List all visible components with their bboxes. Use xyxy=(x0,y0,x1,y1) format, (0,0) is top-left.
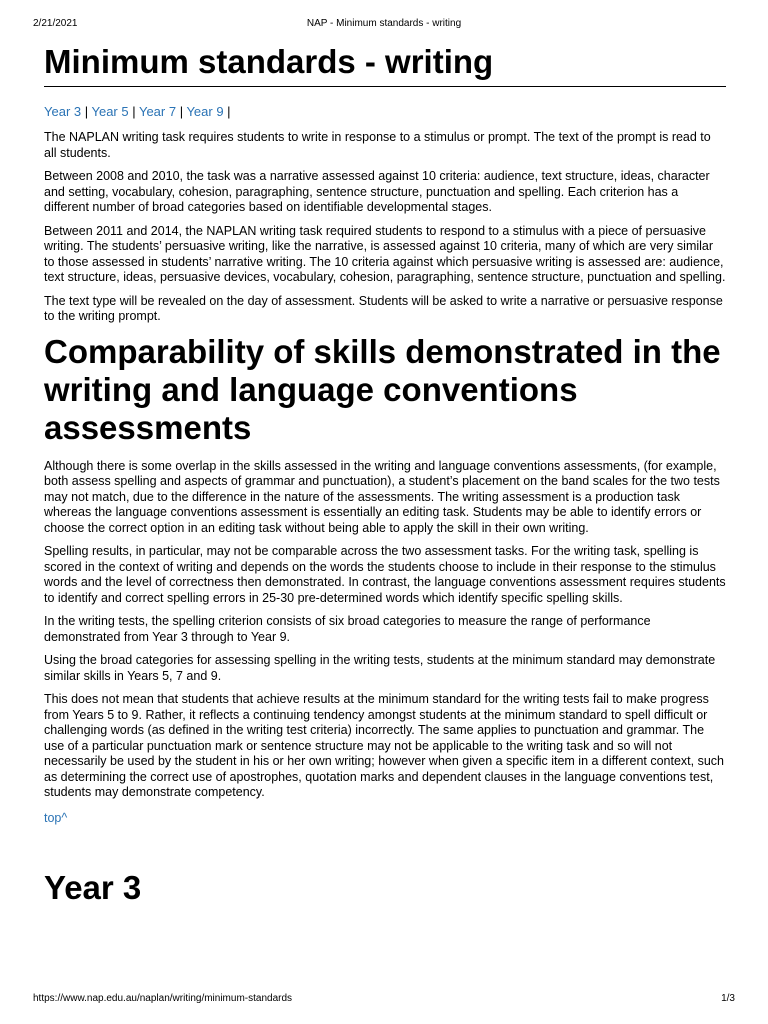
print-footer xyxy=(33,992,735,1006)
year-3-heading: Year 3 xyxy=(44,868,142,906)
comparability-section xyxy=(44,459,726,801)
intro-paragraph: The NAPLAN writing task requires students to write in response to a stimulus or prompt. The text of the prompt is read to all students. xyxy=(44,130,711,160)
section-title: Comparability of skills demonstrated in the writing and language conventions assessments xyxy=(44,332,721,446)
back-to-top-link[interactable]: top^ xyxy=(44,810,68,825)
nav-separator: | xyxy=(176,104,187,119)
intro-section xyxy=(44,130,726,325)
main-content xyxy=(44,40,726,907)
page-number: 1/3 xyxy=(721,993,735,1004)
print-title: NAP - Minimum standards - writing xyxy=(306,18,462,29)
year-9-link[interactable]: Year 9 xyxy=(186,104,224,119)
section-paragraph: Spelling results, in particular, may not be comparable across the two assessment tasks. For the writing task, spelling is scored in the context of writing and depends on the words the students choose to include in their response to the stimulus words and the level of correctness then demonstrated. In contrast, the language conventions assessment requires students to identify and correct spelling errors in 25-30 pre-determined words which identify specific spelling skills. xyxy=(44,544,726,605)
section-paragraph: This does not mean that students that achieve results at the minimum standard for the writing tests fail to make progress from Years 5 to 9. Rather, it reflects a continuing tendency amongst students at the minimum standard to spell difficult or challenging words (as defined in the writing test criteria) incorrectly. The same applies to punctuation and grammar. The use of a particular punctuation mark or sentence structure may not be applicable to the writing task and so will not necessarily be used by the student in his or her own writing; however when given a specific item in a different context, such as determining the correct use of apostrophes, quotation marks and dependent clauses in the language conventions test, students may demonstrate competency. xyxy=(44,692,724,799)
year-3-link[interactable]: Year 3 xyxy=(44,104,82,119)
intro-paragraph: The text type will be revealed on the day of assessment. Students will be asked to write a narrative or persuasive response to the writing prompt. xyxy=(44,293,723,323)
section-paragraph: Although there is some overlap in the skills assessed in the writing and language conventions assessments, (for example, both assess spelling and aspects of grammar and punctuation), a student’s placement on the band scales for the two tests may not match, due to the difference in the nature of the assessments. The writing assessment is a production task whereas the language conventions assessment is essentially an editing task. Students may be able to identify errors or choose the correct option in an editing task without being able to apply the skill in their own writing. xyxy=(44,458,720,535)
year-7-link[interactable]: Year 7 xyxy=(138,104,177,119)
nav-separator: | xyxy=(128,104,139,119)
section-paragraph: In the writing tests, the spelling criterion consists of six broad categories to measure the range of performance demonstrated from Year 3 through to Year 9. xyxy=(44,614,651,644)
nav-separator: | xyxy=(81,104,92,119)
intro-paragraph: Between 2008 and 2010, the task was a narrative assessed against 10 criteria: audience, text structure, ideas, character and setting, vocabulary, cohesion, paragraphing, sentence structure, punctuation and spelling. Each criterion has a different number of broad categories based on identifiable developmental stages. xyxy=(44,169,710,214)
year-5-link[interactable]: Year 5 xyxy=(91,104,129,119)
nav-separator: | xyxy=(223,104,231,119)
page-title: Minimum standards - writing xyxy=(44,40,726,87)
intro-paragraph: Between 2011 and 2014, the NAPLAN writing task required students to respond to a stimulus with a piece of persuasive writing. The students’ persuasive writing, like the narrative, is assessed against 10 criteria, many of which are very similar to those assessed in students’ narrative writing. The 10 criteria against which persuasive writing is assessed are: audience, text structure, ideas, persuasive devices, vocabulary, cohesion, paragraphing, sentence structure, punctuation and spelling. xyxy=(44,223,726,284)
print-date: 2/21/2021 xyxy=(33,18,78,29)
year-nav xyxy=(44,103,726,121)
section-paragraph: Using the broad categories for assessing spelling in the writing tests, students at the minimum standard may demonstrate similar skills in Years 5, 7 and 9. xyxy=(44,653,716,683)
print-url: https://www.nap.edu.au/naplan/writing/minimum-standards xyxy=(33,993,293,1004)
print-header xyxy=(33,17,735,31)
